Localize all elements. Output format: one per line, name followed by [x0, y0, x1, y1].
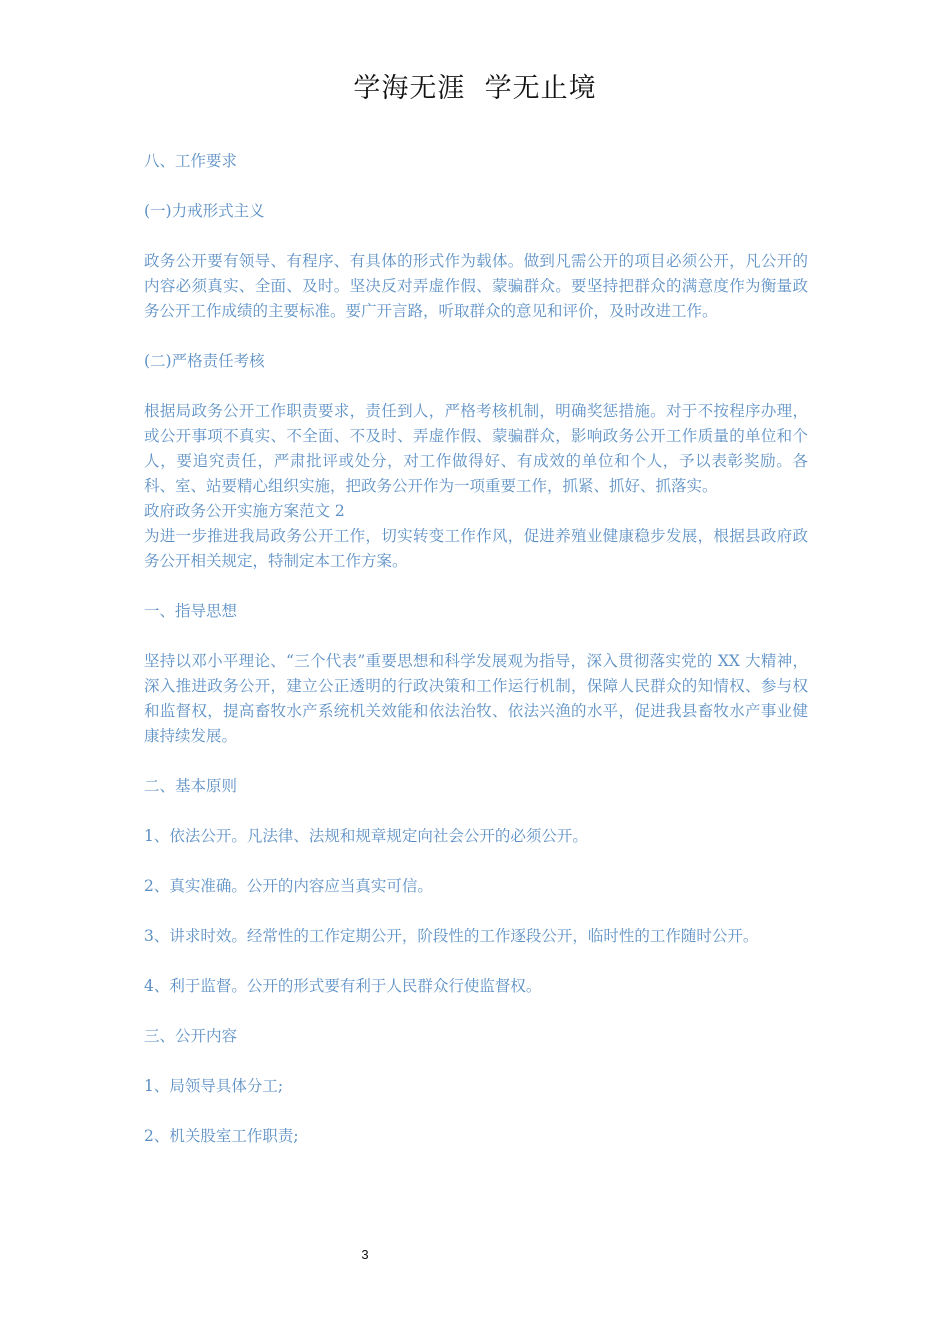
- subsection-heading: (一)力戒形式主义: [144, 202, 265, 220]
- list-item: 3、讲求时效。经常性的工作定期公开，阶段性的工作逐段公开，临时性的工作随时公开。: [144, 927, 759, 945]
- body-paragraph: 政务公开要有领导、有程序、有具体的形式作为载体。做到凡需公开的项目必须公开，凡公开的内容必须真实、全面、及时。坚决反对弄虚作假、蒙骗群众。要坚持把群众的满意度作为衡量政务公开工作成绩的主要标准。要广开言路，听取群众的意见和评价，及时改进工作。: [144, 252, 808, 320]
- page-number: 3: [361, 1247, 369, 1262]
- body-paragraph: 根据局政务公开工作职责要求，责任到人，严格考核机制，明确奖惩措施。对于不按程序办理，或公开事项不真实、不全面、不及时、弄虚作假、蒙骗群众，影响政务公开工作质量的单位和个人，要追究责任，严肃批评或处分，对工作做得好、有成效的单位和个人，予以表彰奖励。各科、室、站要精心组织实施，把政务公开作为一项重要工作，抓紧、抓好、抓落实。: [144, 402, 808, 495]
- subsection-heading: (二)严格责任考核: [144, 352, 265, 370]
- document-subtitle: 政府政务公开实施方案范文 2: [144, 502, 345, 520]
- list-item: 2、真实准确。公开的内容应当真实可信。: [144, 877, 433, 895]
- list-item: 1、依法公开。凡法律、法规和规章规定向社会公开的必须公开。: [144, 827, 588, 845]
- body-paragraph: 为进一步推进我局政务公开工作，切实转变工作作风，促进养殖业健康稳步发展，根据县政府政务公开相关规定，特制定本工作方案。: [144, 527, 808, 570]
- body-paragraph: 坚持以邓小平理论、“三个代表”重要思想和科学发展观为指导，深入贯彻落实党的 XX 大精神，深入推进政务公开，建立公正透明的行政决策和工作运行机制，保障人民群众的知情权、参与权和监督权，提高畜牧水产系统机关效能和依法治牧、依法兴渔的水平，促进我县畜牧水产事业健康持续发展。: [144, 652, 808, 745]
- section-heading: 一、指导思想: [144, 602, 238, 620]
- list-item: 1、局领导具体分工;: [144, 1077, 284, 1095]
- list-item: 2、机关股室工作职责;: [144, 1127, 299, 1145]
- document-body: [144, 149, 808, 1149]
- page-header-title: 学海无涯 学无止境: [353, 73, 597, 104]
- section-heading: 八、工作要求: [144, 152, 238, 170]
- section-heading: 三、公开内容: [144, 1027, 238, 1045]
- section-heading: 二、基本原则: [144, 777, 238, 795]
- list-item: 4、利于监督。公开的形式要有利于人民群众行使监督权。: [144, 977, 542, 995]
